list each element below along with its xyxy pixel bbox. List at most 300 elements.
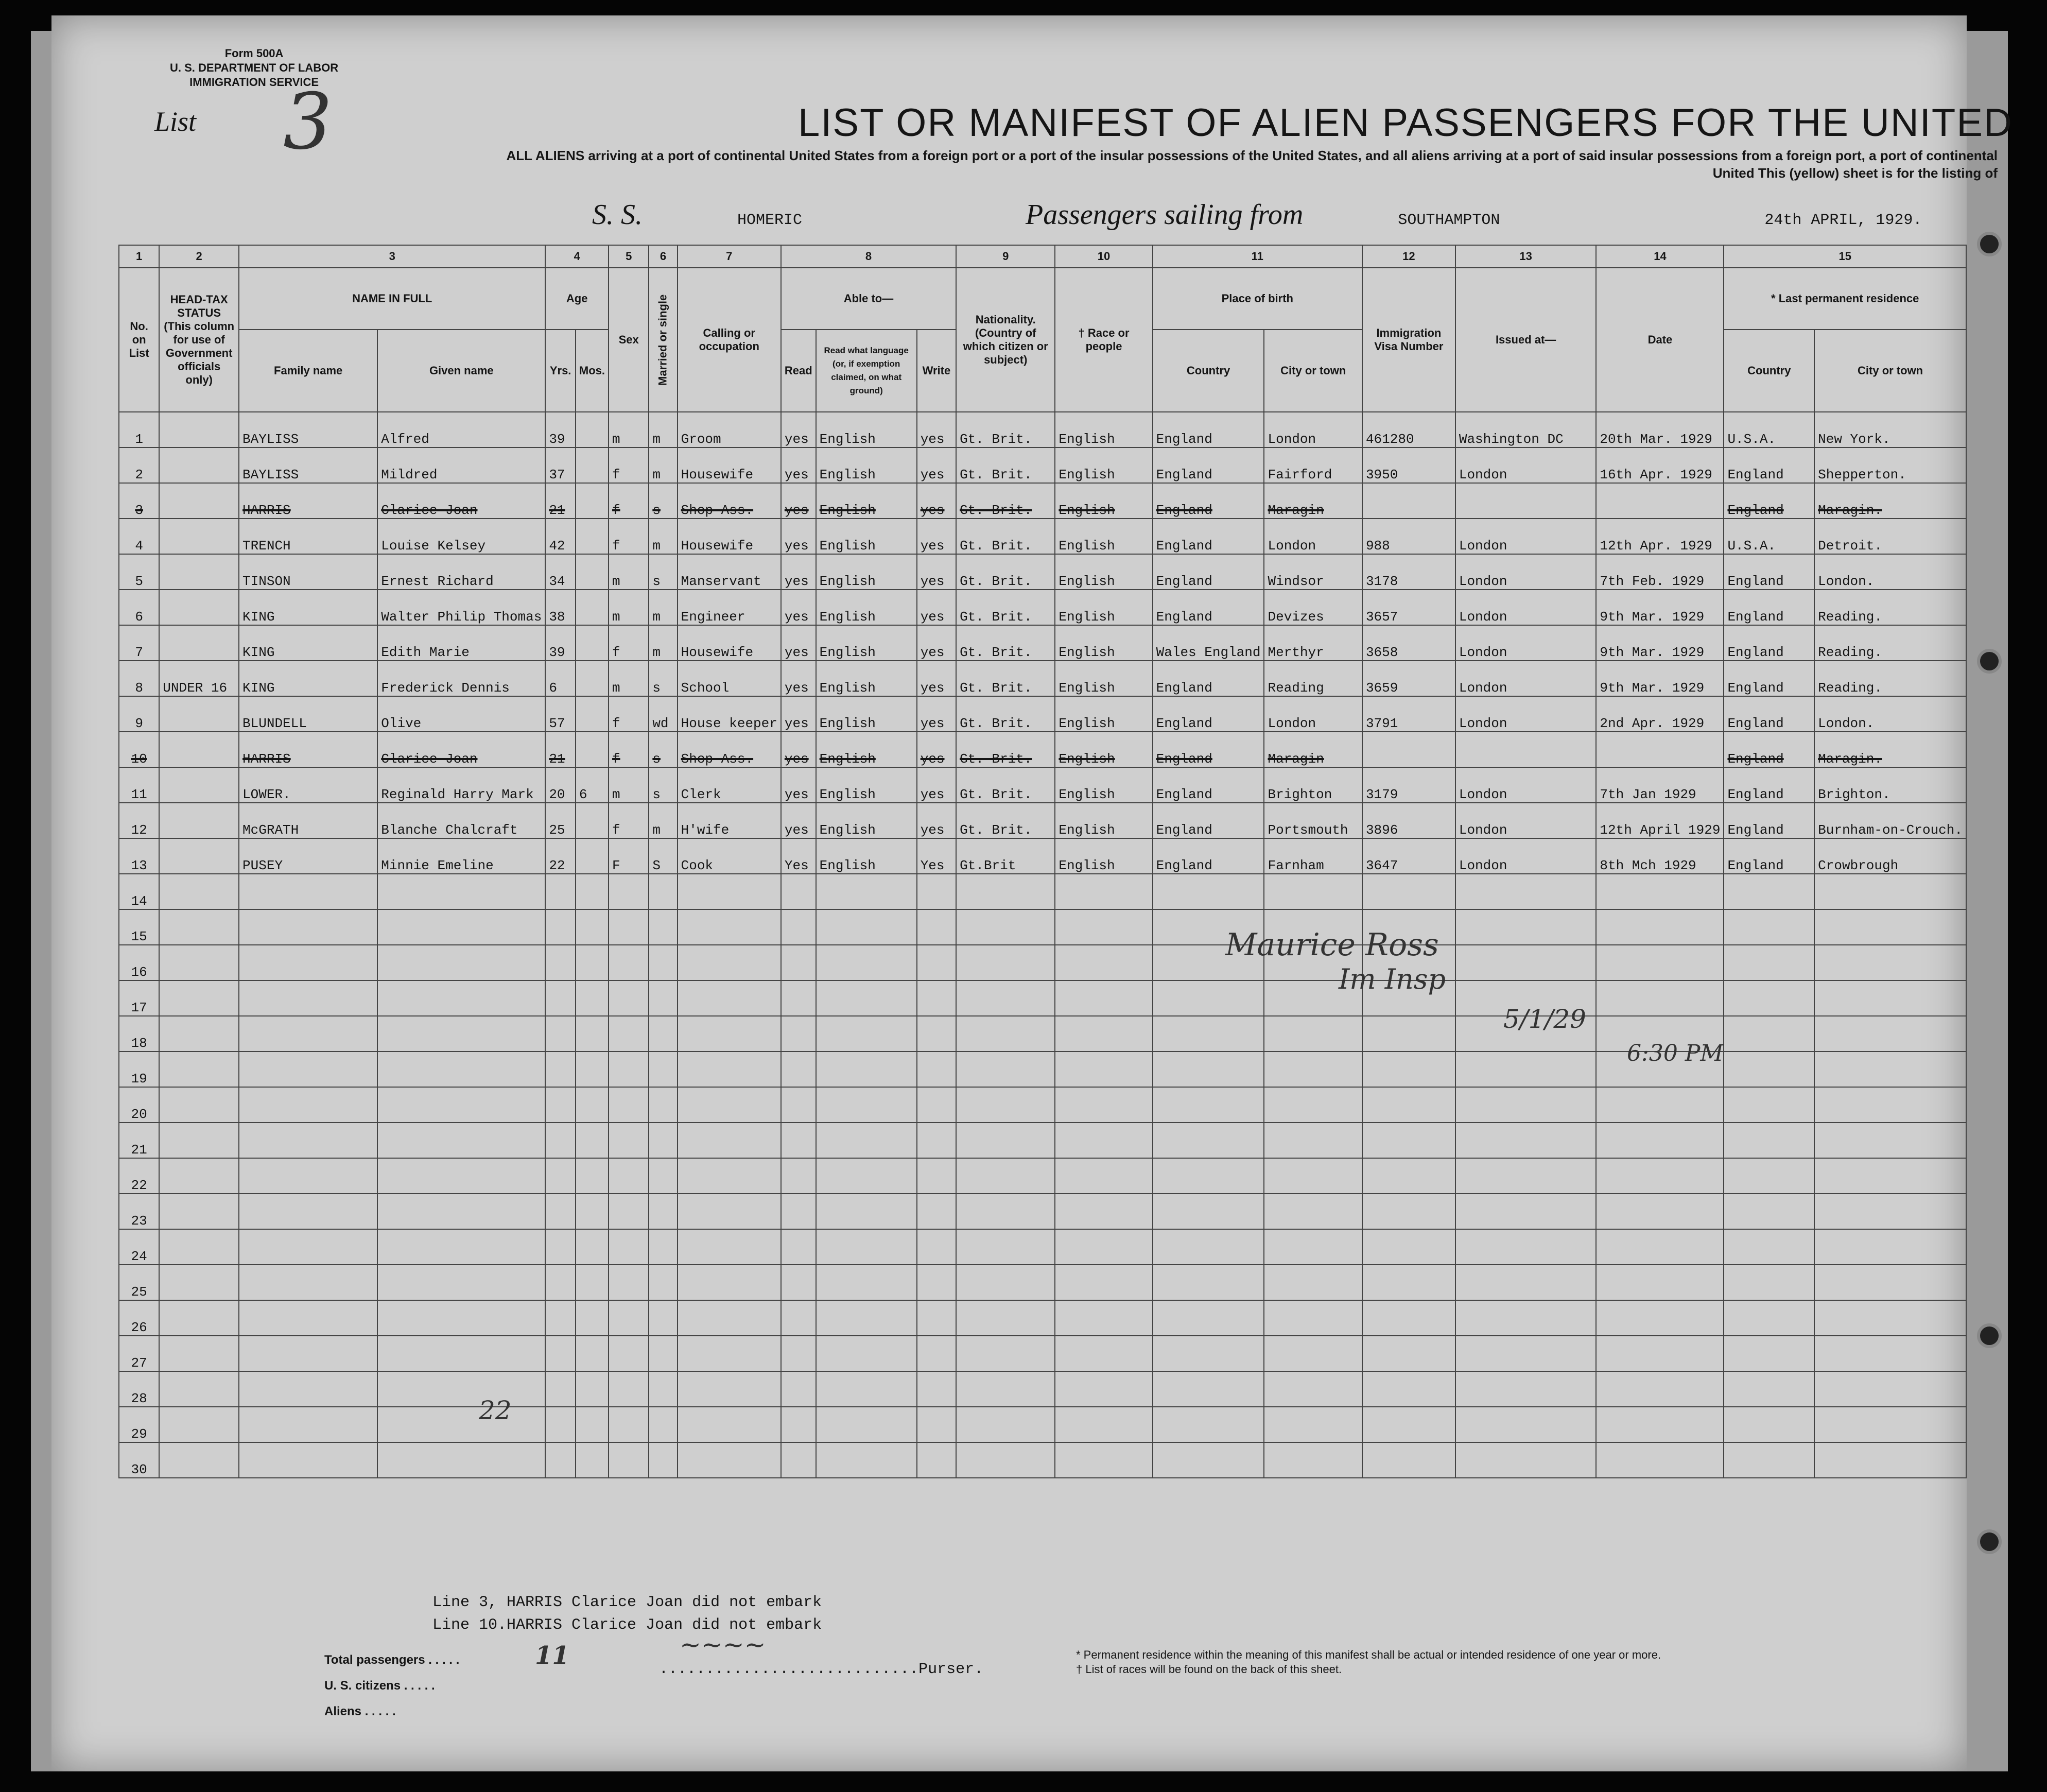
cell-ms <box>649 1336 677 1371</box>
cell-mos <box>576 519 609 554</box>
cell-read <box>781 1052 816 1087</box>
cell-mos <box>576 1371 609 1407</box>
col-calling: Calling or occupation <box>678 268 781 412</box>
cell-rcity <box>1814 945 1966 980</box>
cell-mos <box>576 1052 609 1087</box>
cell-rcountry <box>1724 1265 1814 1300</box>
cell-mos <box>576 1123 609 1158</box>
table-row <box>119 909 1966 945</box>
cell-visa: 3896 <box>1362 803 1455 838</box>
cell-ms <box>649 1371 677 1407</box>
colnum: 13 <box>1455 245 1597 268</box>
cell-rcity <box>1814 909 1966 945</box>
cell-mos <box>576 1265 609 1300</box>
cell-vdate: 2nd Apr. 1929 <box>1596 696 1724 732</box>
cell-no: 22 <box>119 1158 159 1194</box>
cell-race <box>1055 1123 1152 1158</box>
cell-no: 25 <box>119 1265 159 1300</box>
cell-lang <box>816 945 917 980</box>
col-age: Age <box>545 268 609 330</box>
cell-tax <box>159 590 239 625</box>
cell-rcity <box>1814 1229 1966 1265</box>
cell-sex <box>609 1371 649 1407</box>
table-row <box>119 696 1966 732</box>
colnum: 1 <box>119 245 159 268</box>
cell-yrs <box>545 1194 576 1229</box>
cell-rcity <box>1814 1158 1966 1194</box>
cell-lang: English <box>816 554 917 590</box>
cell-bcity: London <box>1264 696 1362 732</box>
cell-bcity: Windsor <box>1264 554 1362 590</box>
cell-vdate <box>1596 1371 1724 1407</box>
cell-issued: London <box>1455 696 1597 732</box>
cell-rcity <box>1814 1336 1966 1371</box>
cell-bcountry: England <box>1153 554 1264 590</box>
colnum: 9 <box>956 245 1055 268</box>
col-nationality: Nationality. (Country of which citizen or subject) <box>956 268 1055 412</box>
cell-given: Olive <box>377 696 545 732</box>
cell-given <box>377 1300 545 1336</box>
cell-write <box>917 874 956 909</box>
cell-ms <box>649 1052 677 1087</box>
cell-ms: wd <box>649 696 677 732</box>
cell-rcity: Shepperton. <box>1814 447 1966 483</box>
cell-vdate <box>1596 1300 1724 1336</box>
cell-yrs <box>545 1336 576 1371</box>
cell-family: LOWER. <box>239 767 377 803</box>
cell-read: yes <box>781 767 816 803</box>
cell-yrs <box>545 1229 576 1265</box>
cell-given <box>377 1123 545 1158</box>
cell-write: yes <box>917 519 956 554</box>
cell-mos <box>576 696 609 732</box>
cell-ms <box>649 1087 677 1123</box>
cell-race <box>1055 1158 1152 1194</box>
cell-no: 2 <box>119 447 159 483</box>
cell-family: PUSEY <box>239 838 377 874</box>
cell-no: 30 <box>119 1442 159 1478</box>
cell-rcity: Burnham-on-Crouch. <box>1814 803 1966 838</box>
cell-race <box>1055 1265 1152 1300</box>
cell-lang: English <box>816 519 917 554</box>
cell-read <box>781 1158 816 1194</box>
cell-tax <box>159 1194 239 1229</box>
cell-no: 3 <box>119 483 159 519</box>
cell-write <box>917 1300 956 1336</box>
cell-ms <box>649 1229 677 1265</box>
cell-family <box>239 1194 377 1229</box>
col-given-name: Given name <box>377 330 545 412</box>
cell-mos <box>576 1087 609 1123</box>
cell-calling <box>678 980 781 1016</box>
cell-given <box>377 909 545 945</box>
cell-sex: m <box>609 412 649 447</box>
cell-sex <box>609 1158 649 1194</box>
cell-calling <box>678 1336 781 1371</box>
cell-lang: English <box>816 447 917 483</box>
cell-race <box>1055 1371 1152 1407</box>
cell-calling: Housewife <box>678 625 781 661</box>
cell-no: 20 <box>119 1087 159 1123</box>
cell-bcountry <box>1153 1052 1264 1087</box>
cell-lang <box>816 980 917 1016</box>
colnum: 15 <box>1724 245 1966 268</box>
cell-calling <box>678 1123 781 1158</box>
cell-race: English <box>1055 412 1152 447</box>
col-sex: Sex <box>609 268 649 412</box>
cell-yrs <box>545 1300 576 1336</box>
table-row <box>119 1194 1966 1229</box>
cell-yrs: 34 <box>545 554 576 590</box>
cell-rcountry <box>1724 1229 1814 1265</box>
cell-race <box>1055 874 1152 909</box>
cell-read <box>781 874 816 909</box>
cell-read <box>781 1123 816 1158</box>
manifest-rows <box>119 412 1966 1478</box>
colnum: 14 <box>1596 245 1724 268</box>
table-row <box>119 625 1966 661</box>
cell-rcountry: U.S.A. <box>1724 519 1814 554</box>
cell-family: KING <box>239 590 377 625</box>
cell-write <box>917 945 956 980</box>
cell-sex: f <box>609 483 649 519</box>
cell-bcountry: Wales England <box>1153 625 1264 661</box>
cell-vdate: 16th Apr. 1929 <box>1596 447 1724 483</box>
cell-yrs <box>545 1407 576 1442</box>
cell-bcountry: England <box>1153 483 1264 519</box>
table-row <box>119 732 1966 767</box>
table-row <box>119 1407 1966 1442</box>
cell-visa: 3658 <box>1362 625 1455 661</box>
cell-yrs <box>545 1052 576 1087</box>
cell-yrs: 21 <box>545 732 576 767</box>
cell-visa <box>1362 1123 1455 1158</box>
cell-calling <box>678 874 781 909</box>
cell-lang <box>816 1407 917 1442</box>
cell-rcountry: U.S.A. <box>1724 412 1814 447</box>
cell-no: 18 <box>119 1016 159 1052</box>
cell-lang <box>816 1087 917 1123</box>
cell-race <box>1055 1407 1152 1442</box>
cell-read: yes <box>781 661 816 696</box>
cell-read <box>781 1336 816 1371</box>
cell-vdate: 12th Apr. 1929 <box>1596 519 1724 554</box>
cell-yrs <box>545 1442 576 1478</box>
cell-lang <box>816 874 917 909</box>
cell-calling <box>678 1016 781 1052</box>
cell-ms <box>649 1123 677 1158</box>
cell-tax <box>159 1442 239 1478</box>
cell-rcountry <box>1724 1336 1814 1371</box>
cell-bcity: Devizes <box>1264 590 1362 625</box>
cell-rcity <box>1814 980 1966 1016</box>
cell-nat: Gt. Brit. <box>956 519 1055 554</box>
cell-issued <box>1455 1229 1597 1265</box>
cell-mos: 6 <box>576 767 609 803</box>
manifest-table <box>118 245 1967 1478</box>
cell-rcity <box>1814 1300 1966 1336</box>
cell-mos <box>576 874 609 909</box>
cell-given <box>377 1407 545 1442</box>
cell-vdate: 9th Mar. 1929 <box>1596 661 1724 696</box>
cell-given <box>377 1371 545 1407</box>
cell-sex: f <box>609 625 649 661</box>
table-row <box>119 1300 1966 1336</box>
cell-tax <box>159 1407 239 1442</box>
table-row <box>119 1087 1966 1123</box>
cell-visa: 3657 <box>1362 590 1455 625</box>
cell-write: yes <box>917 803 956 838</box>
col-able-to: Able to— <box>781 268 956 330</box>
cell-race: English <box>1055 554 1152 590</box>
cell-visa <box>1362 1087 1455 1123</box>
colnum: 3 <box>239 245 545 268</box>
cell-bcity <box>1264 1442 1362 1478</box>
cell-mos <box>576 1442 609 1478</box>
cell-vdate: 9th Mar. 1929 <box>1596 590 1724 625</box>
cell-nat: Gt. Brit. <box>956 732 1055 767</box>
cell-ms <box>649 1194 677 1229</box>
cell-calling <box>678 1194 781 1229</box>
cell-race <box>1055 945 1152 980</box>
cell-given: Frederick Dennis <box>377 661 545 696</box>
cell-lang <box>816 909 917 945</box>
cell-rcountry <box>1724 1442 1814 1478</box>
cell-visa <box>1362 483 1455 519</box>
colnum: 10 <box>1055 245 1152 268</box>
cell-rcity: Reading. <box>1814 590 1966 625</box>
cell-calling <box>678 1371 781 1407</box>
cell-sex: m <box>609 590 649 625</box>
col-visa: Immigration Visa Number <box>1362 268 1455 412</box>
cell-given: Alfred <box>377 412 545 447</box>
cell-given: Blanche Chalcraft <box>377 803 545 838</box>
table-row <box>119 483 1966 519</box>
cell-issued <box>1455 1442 1597 1478</box>
cell-race <box>1055 1052 1152 1087</box>
cell-no: 10 <box>119 732 159 767</box>
cell-race <box>1055 980 1152 1016</box>
table-row <box>119 554 1966 590</box>
cell-bcity: Maragin <box>1264 483 1362 519</box>
cell-no: 16 <box>119 945 159 980</box>
cell-sex <box>609 1336 649 1371</box>
cell-nat <box>956 1123 1055 1158</box>
cell-vdate: 7th Jan 1929 <box>1596 767 1724 803</box>
cell-no: 21 <box>119 1123 159 1158</box>
cell-sex <box>609 1123 649 1158</box>
cell-calling: Engineer <box>678 590 781 625</box>
cell-given: Walter Philip Thomas <box>377 590 545 625</box>
cell-rcity <box>1814 874 1966 909</box>
cell-lang: English <box>816 838 917 874</box>
cell-vdate <box>1596 1336 1724 1371</box>
cell-ms: m <box>649 625 677 661</box>
cell-nat <box>956 1016 1055 1052</box>
cell-mos <box>576 1300 609 1336</box>
cell-visa <box>1362 1300 1455 1336</box>
cell-yrs <box>545 1158 576 1194</box>
cell-no: 17 <box>119 980 159 1016</box>
sailing-label: Passengers sailing from <box>1026 199 1304 231</box>
cell-nat <box>956 945 1055 980</box>
cell-calling <box>678 945 781 980</box>
cell-calling: Housewife <box>678 519 781 554</box>
col-date: Date <box>1596 268 1724 412</box>
cell-write: yes <box>917 483 956 519</box>
header-row-1 <box>119 268 1966 330</box>
cell-given <box>377 1016 545 1052</box>
cell-ms: m <box>649 412 677 447</box>
cell-sex: f <box>609 519 649 554</box>
cell-read <box>781 909 816 945</box>
cell-bcountry: England <box>1153 803 1264 838</box>
cell-issued <box>1455 1336 1597 1371</box>
cell-visa <box>1362 1158 1455 1194</box>
cell-visa: 3659 <box>1362 661 1455 696</box>
cell-visa: 461280 <box>1362 412 1455 447</box>
colnum: 5 <box>609 245 649 268</box>
cell-sex <box>609 874 649 909</box>
cell-given <box>377 1442 545 1478</box>
cell-nat: Gt. Brit. <box>956 447 1055 483</box>
cell-ms: S <box>649 838 677 874</box>
cell-yrs: 37 <box>545 447 576 483</box>
cell-no: 27 <box>119 1336 159 1371</box>
col-family-name: Family name <box>239 330 377 412</box>
cell-nat <box>956 1229 1055 1265</box>
cell-nat: Gt.Brit <box>956 838 1055 874</box>
cell-given: Louise Kelsey <box>377 519 545 554</box>
cell-lang <box>816 1265 917 1300</box>
sailing-date: 24th APRIL, 1929. <box>1764 212 1922 229</box>
cell-family <box>239 1087 377 1123</box>
purser-signature: ~~~~ <box>680 1630 766 1660</box>
cell-race: English <box>1055 803 1152 838</box>
cell-ms <box>649 1158 677 1194</box>
cell-calling <box>678 1442 781 1478</box>
cell-read: yes <box>781 732 816 767</box>
cell-given <box>377 980 545 1016</box>
cell-visa: 3178 <box>1362 554 1455 590</box>
cell-visa <box>1362 1194 1455 1229</box>
cell-write <box>917 1265 956 1300</box>
cell-lang: English <box>816 590 917 625</box>
cell-tax <box>159 803 239 838</box>
table-row <box>119 980 1966 1016</box>
cell-race <box>1055 1194 1152 1229</box>
cell-rcity: Brighton. <box>1814 767 1966 803</box>
list-number: 3 <box>283 77 333 167</box>
cell-calling <box>678 909 781 945</box>
cell-yrs: 20 <box>545 767 576 803</box>
cell-write: yes <box>917 447 956 483</box>
cell-write: yes <box>917 412 956 447</box>
cell-calling: Groom <box>678 412 781 447</box>
cell-visa <box>1362 1371 1455 1407</box>
cell-rcountry <box>1724 980 1814 1016</box>
inspector-title: Im Insp <box>1339 963 1446 995</box>
cell-tax <box>159 874 239 909</box>
cell-mos <box>576 1158 609 1194</box>
cell-ms: m <box>649 519 677 554</box>
cell-no: 13 <box>119 838 159 874</box>
cell-issued <box>1455 732 1597 767</box>
cell-bcity: Portsmouth <box>1264 803 1362 838</box>
cell-rcity <box>1814 1016 1966 1052</box>
cell-family: BAYLISS <box>239 447 377 483</box>
cell-mos <box>576 909 609 945</box>
cell-sex <box>609 945 649 980</box>
cell-rcity <box>1814 1052 1966 1087</box>
cell-race: English <box>1055 732 1152 767</box>
cell-family: KING <box>239 625 377 661</box>
cell-issued <box>1455 1371 1597 1407</box>
cell-nat: Gt. Brit. <box>956 483 1055 519</box>
cell-calling: H'wife <box>678 803 781 838</box>
cell-visa: 3791 <box>1362 696 1455 732</box>
cell-issued: London <box>1455 554 1597 590</box>
cell-lang <box>816 1229 917 1265</box>
cell-yrs <box>545 909 576 945</box>
cell-lang <box>816 1371 917 1407</box>
cell-given: Minnie Emeline <box>377 838 545 874</box>
footnote: * Permanent residence within the meaning of this manifest shall be actual or intended residence of one year or more. <box>1076 1648 1661 1661</box>
cell-tax <box>159 483 239 519</box>
cell-lang: English <box>816 483 917 519</box>
cell-rcountry: England <box>1724 483 1814 519</box>
cell-read: yes <box>781 590 816 625</box>
table-row <box>119 1229 1966 1265</box>
cell-rcountry: England <box>1724 696 1814 732</box>
col-mos: Mos. <box>576 330 609 412</box>
cell-family <box>239 1016 377 1052</box>
cell-bcity <box>1264 1087 1362 1123</box>
cell-write: yes <box>917 625 956 661</box>
cell-read: yes <box>781 519 816 554</box>
cell-nat <box>956 1371 1055 1407</box>
cell-family <box>239 945 377 980</box>
cell-nat <box>956 1087 1055 1123</box>
cell-read: Yes <box>781 838 816 874</box>
cell-race <box>1055 1300 1152 1336</box>
cell-issued <box>1455 945 1597 980</box>
cell-ms: m <box>649 590 677 625</box>
cell-sex <box>609 909 649 945</box>
colnum: 6 <box>649 245 677 268</box>
cell-calling: Manservant <box>678 554 781 590</box>
cell-lang <box>816 1442 917 1478</box>
cell-rcountry <box>1724 1052 1814 1087</box>
cell-issued <box>1455 1194 1597 1229</box>
cell-visa <box>1362 1407 1455 1442</box>
cell-no: 5 <box>119 554 159 590</box>
cell-yrs <box>545 980 576 1016</box>
col-write: Write <box>917 330 956 412</box>
table-row <box>119 447 1966 483</box>
cell-ms <box>649 980 677 1016</box>
cell-lang <box>816 1336 917 1371</box>
cell-bcountry <box>1153 1229 1264 1265</box>
purser-line: ~~~~ ............................Purser. <box>659 1630 984 1678</box>
cell-yrs: 22 <box>545 838 576 874</box>
cell-rcountry <box>1724 1371 1814 1407</box>
cell-rcountry <box>1724 1300 1814 1336</box>
cell-given <box>377 1194 545 1229</box>
footnote: † List of races will be found on the back of this sheet. <box>1076 1663 1342 1676</box>
cell-read <box>781 1300 816 1336</box>
cell-read: yes <box>781 696 816 732</box>
